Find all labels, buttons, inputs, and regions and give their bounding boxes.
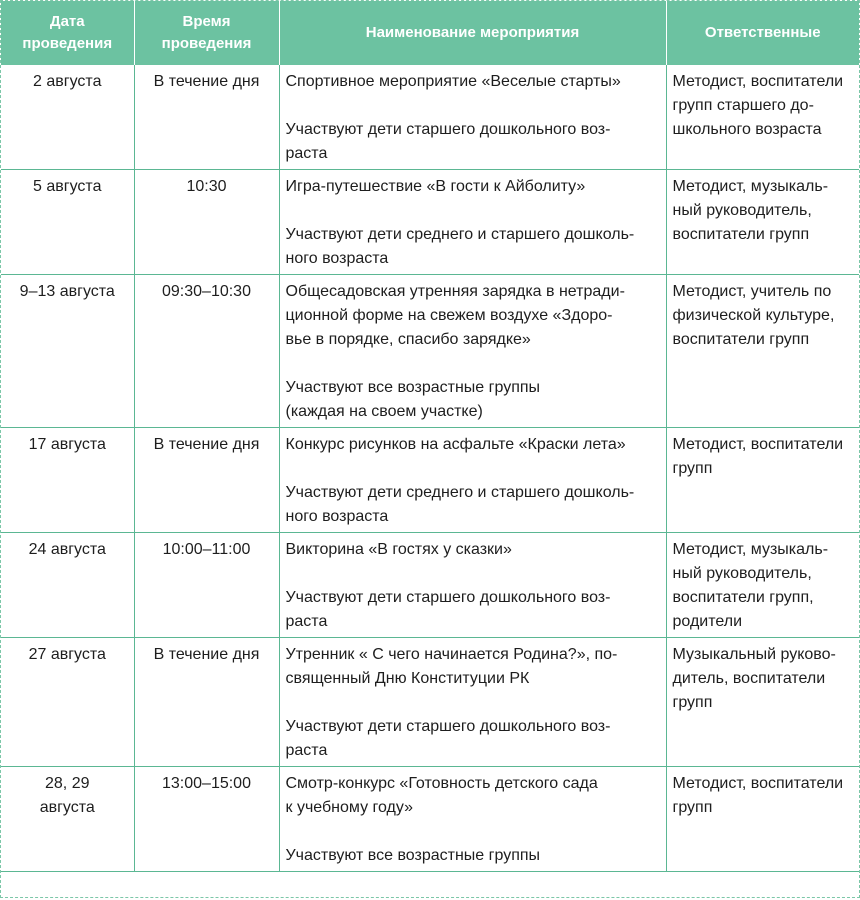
event-title-line: священный Дню Конституции РК xyxy=(285,670,530,687)
event-cell xyxy=(279,638,666,767)
time-text: В течение дня xyxy=(153,436,260,453)
event-cell xyxy=(279,170,666,275)
responsible-cell xyxy=(666,65,859,170)
event-title-line: Игра-путешествие «В гости к Айболиту» xyxy=(285,178,586,195)
responsible-line: дитель, воспитатели xyxy=(672,670,826,687)
paragraph-gap xyxy=(286,199,660,223)
participants-line: Участвуют дети среднего и старшего дошколь- xyxy=(285,226,635,243)
responsible-line: Методист, воспитатели xyxy=(672,775,844,792)
participants-line: Участвуют дети старшего дошкольного воз- xyxy=(285,589,611,606)
table-header xyxy=(1,1,859,65)
responsible-cell xyxy=(666,533,859,638)
paragraph-gap xyxy=(286,352,660,376)
event-cell xyxy=(279,533,666,638)
responsible-line: воспитатели групп xyxy=(672,226,810,243)
header-date-line: проведения xyxy=(22,35,113,52)
header-date-line: Дата xyxy=(49,13,85,30)
header-time-line: Время xyxy=(182,13,231,30)
time-text: В течение дня xyxy=(153,73,260,90)
participants-line: ного возраста xyxy=(285,250,389,267)
participants-line: Участвуют дети старшего дошкольного воз- xyxy=(285,121,611,138)
date-text: 24 августа xyxy=(28,541,106,558)
time-cell xyxy=(134,533,279,638)
paragraph-gap xyxy=(286,820,660,844)
event-title-line: вье в порядке, спасибо зарядке» xyxy=(285,331,531,348)
participants-line: Участвуют дети среднего и старшего дошколь- xyxy=(285,484,635,501)
paragraph-gap xyxy=(286,94,660,118)
time-cell xyxy=(134,275,279,428)
event-title-line: Общесадовская утренняя зарядка в нетради- xyxy=(285,283,625,300)
date-text: 27 августа xyxy=(28,646,106,663)
time-text: 10:00–11:00 xyxy=(162,541,251,558)
event-cell xyxy=(279,275,666,428)
table-row xyxy=(1,533,859,638)
header-responsible: Ответственные xyxy=(666,1,859,65)
time-cell xyxy=(134,767,279,872)
header-time xyxy=(134,1,279,65)
paragraph-gap xyxy=(286,457,660,481)
event-cell xyxy=(279,65,666,170)
participants-line: Участвуют дети старшего дошкольного воз- xyxy=(285,718,611,735)
responsible-line: групп xyxy=(672,694,713,711)
participants-line: раста xyxy=(285,742,328,759)
participants-line: (каждая на своем участке) xyxy=(285,403,483,420)
header-date xyxy=(1,1,134,65)
date-cell xyxy=(1,275,134,428)
responsible-cell xyxy=(666,428,859,533)
table-row xyxy=(1,65,859,170)
responsible-cell xyxy=(666,170,859,275)
time-cell xyxy=(134,638,279,767)
date-cell xyxy=(1,428,134,533)
responsible-line: групп старшего до- xyxy=(672,97,814,114)
table-row xyxy=(1,428,859,533)
event-title-line: Смотр-конкурс «Готовность детского сада xyxy=(285,775,598,792)
responsible-cell xyxy=(666,638,859,767)
table-row xyxy=(1,638,859,767)
paragraph-gap xyxy=(286,691,660,715)
responsible-line: родители xyxy=(672,613,743,630)
participants-line: раста xyxy=(285,613,328,630)
responsible-line: Методист, музыкаль- xyxy=(672,541,829,558)
events-table xyxy=(1,1,859,872)
time-cell xyxy=(134,65,279,170)
event-title-line: Спортивное мероприятие «Веселые старты» xyxy=(285,73,621,90)
responsible-line: Методист, воспитатели xyxy=(672,73,844,90)
date-text: 5 августа xyxy=(33,178,102,195)
time-text: В течение дня xyxy=(153,646,260,663)
table-row xyxy=(1,275,859,428)
responsible-line: ный руководитель, xyxy=(672,202,812,219)
date-text: 17 августа xyxy=(28,436,106,453)
date-cell xyxy=(1,533,134,638)
responsible-line: ный руководитель, xyxy=(672,565,812,582)
header-event: Наименование мероприятия xyxy=(279,1,666,65)
responsible-line: Музыкальный руково- xyxy=(672,646,836,663)
responsible-line: школьного возраста xyxy=(672,121,822,138)
responsible-line: Методист, воспитатели xyxy=(672,436,844,453)
participants-line: Участвуют все возрастные группы xyxy=(285,379,541,396)
date-cell xyxy=(1,767,134,872)
responsible-cell xyxy=(666,275,859,428)
participants-line: раста xyxy=(285,145,328,162)
time-cell xyxy=(134,170,279,275)
responsible-line: физической культуре, xyxy=(672,307,835,324)
paragraph-gap xyxy=(286,562,660,586)
participants-line: Участвуют все возрастные группы xyxy=(285,847,541,864)
event-cell xyxy=(279,428,666,533)
date-cell xyxy=(1,638,134,767)
responsible-line: групп xyxy=(672,460,713,477)
responsible-line: Методист, музыкаль- xyxy=(672,178,829,195)
date-text: 9–13 августа xyxy=(19,283,115,300)
event-title-line: ционной форме на свежем воздухе «Здоро- xyxy=(285,307,613,324)
date-text: 28, 29 xyxy=(45,775,90,792)
event-cell xyxy=(279,767,666,872)
date-cell xyxy=(1,65,134,170)
responsible-line: групп xyxy=(672,799,713,816)
date-text: 2 августа xyxy=(33,73,102,90)
header-row xyxy=(1,1,859,65)
responsible-line: Методист, учитель по xyxy=(672,283,832,300)
responsible-cell xyxy=(666,767,859,872)
date-cell xyxy=(1,170,134,275)
table-body xyxy=(1,65,859,872)
event-title-line: Конкурс рисунков на асфальте «Краски лета» xyxy=(285,436,626,453)
time-text: 13:00–15:00 xyxy=(162,775,251,792)
time-text: 09:30–10:30 xyxy=(162,283,251,300)
event-title-line: Утренник « С чего начинается Родина?», по- xyxy=(285,646,618,663)
table-row xyxy=(1,170,859,275)
responsible-line: воспитатели групп, xyxy=(672,589,814,606)
event-title-line: Викторина «В гостях у сказки» xyxy=(285,541,512,558)
date-text: августа xyxy=(39,799,95,816)
table-row xyxy=(1,767,859,872)
time-text: 10:30 xyxy=(186,178,227,195)
event-title-line: к учебному году» xyxy=(285,799,413,816)
participants-line: ного возраста xyxy=(285,508,389,525)
time-cell xyxy=(134,428,279,533)
header-time-line: проведения xyxy=(161,35,252,52)
responsible-line: воспитатели групп xyxy=(672,331,810,348)
